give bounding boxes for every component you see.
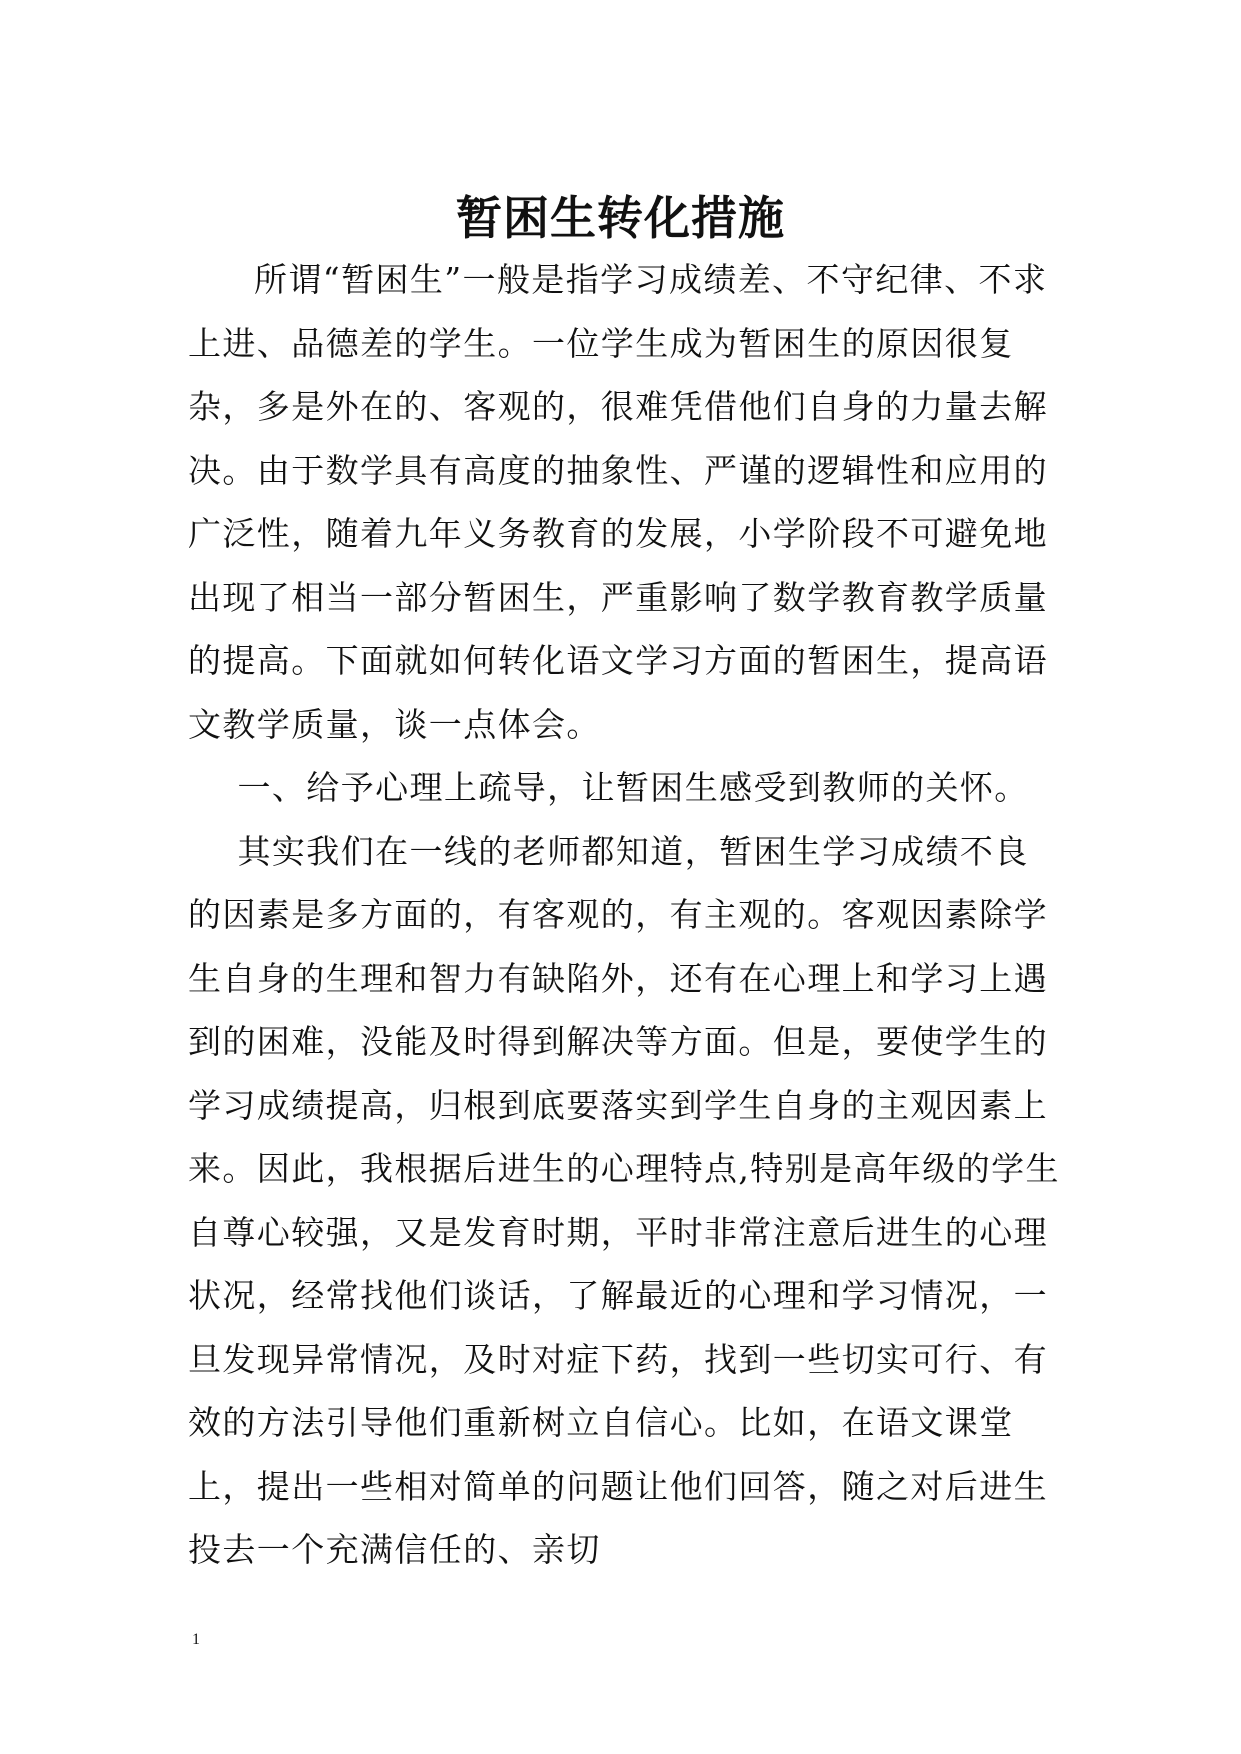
paragraph-intro: 所谓“暂困生”一般是指学习成绩差、不守纪律、不求上进、品德差的学生。一位学生成为暂困生的原因很复杂，多是外在的、客观的，很难凭借他们自身的力量去解决。由于数学具有高度的抽象性、严谨的逻辑性和应用的广泛性，随着九年义务教育的发展，小学阶段不可避免地出现了相当一部分暂困生，严重影响了数学教育教学质量的提高。下面就如何转化语文学习方面的暂困生，提高语文教学质量，谈一点体会。 [188,260,1048,744]
document-title: 暂困生转化措施 [456,191,785,245]
section-heading-one: 一、给予心理上疏导，让暂困生感受到教师的关怀。 [237,768,1029,807]
document-body [188,248,1060,1582]
paragraph-section-one: 其实我们在一线的老师都知道，暂困生学习成绩不良的因素是多方面的，有客观的，有主观的。客观因素除学生自身的生理和智力有缺陷外，还有在心理上和学习上遇到的困难，没能及时得到解决等方面。但是，要使学生的学习成绩提高，归根到底要落实到学生自身的主观因素上来。因此，我根据后进生的心理特点,特别是高年级的学生自尊心较强，又是发育时期，平时非常注意后进生的心理状况，经常找他们谈话，了解最近的心理和学习情况，一旦发现异常情况，及时对症下药，找到一些切实可行、有效的方法引导他们重新树立自信心。比如，在语文课堂上，提出一些相对简单的问题让他们回答，随之对后进生投去一个充满信任的、亲切 [188,831,1060,1569]
page-number: 1 [192,1631,200,1648]
